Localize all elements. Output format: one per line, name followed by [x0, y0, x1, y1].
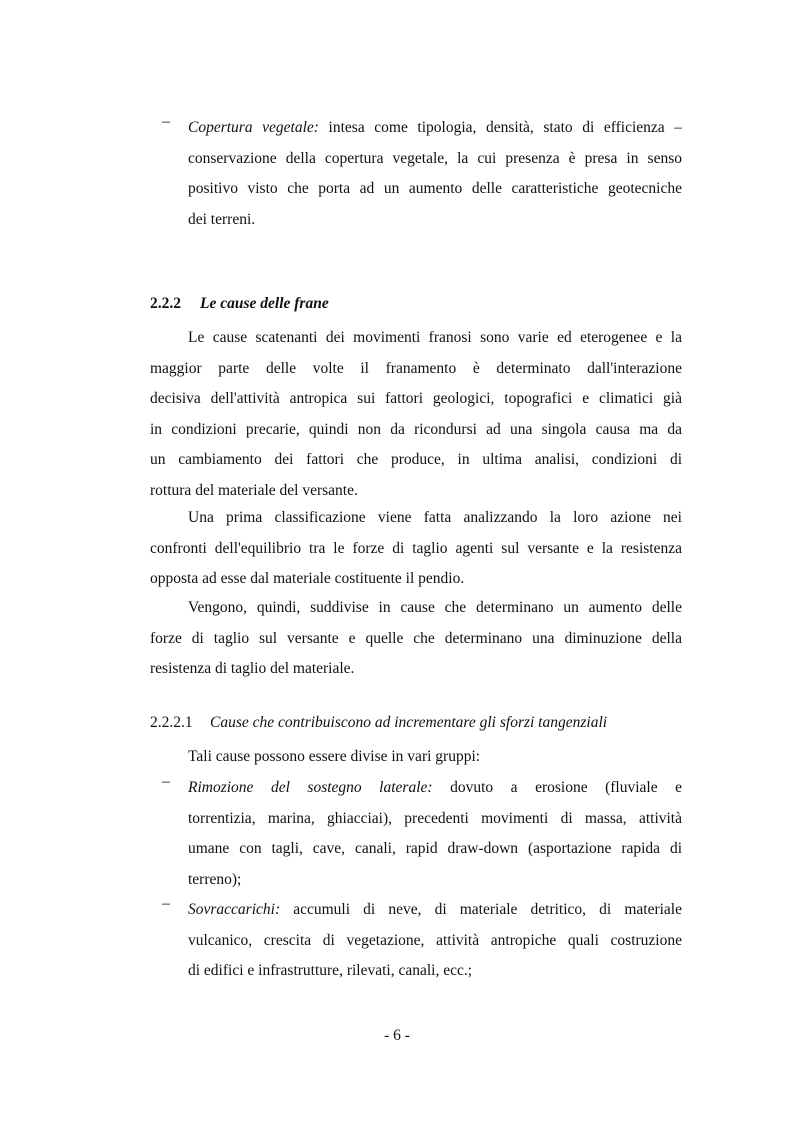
section-title: Le cause delle frane — [200, 295, 329, 312]
bullet-dash: – — [162, 113, 170, 130]
list-item-copertura-vegetale: – Copertura vegetale: intesa come tipologia, densità, stato di efficienza – conservazione della copertura vegetale, la cui presenza è presa in senso positivo visto che porta ad un aumento delle caratteristiche geotecniche dei terreni. — [162, 113, 682, 228]
section-number: 2.2.2 — [150, 295, 181, 312]
subsection-title: Cause che contribuiscono ad incrementare gli sforzi tangenziali — [210, 714, 608, 731]
paragraph-intro-gruppi: Tali cause possono essere divise in vari gruppi: — [188, 748, 481, 765]
term-sovraccarichi: Sovraccarichi: — [188, 901, 281, 918]
term-copertura-vegetale: Copertura vegetale: — [188, 119, 319, 136]
paragraph-suddivisione: Vengono, quindi, suddivise in cause che determinano un aumento delle forze di taglio sul versante e quelle che determinano una diminuzione della resistenza di taglio del materiale. — [150, 599, 682, 677]
bullet-dash: – — [162, 895, 170, 912]
paragraph-prima-classificazione: Una prima classificazione viene fatta analizzando la loro azione nei confronti dell'equilibrio tra le forze di taglio agenti sul versante e la resistenza opposta ad esse dal materiale costituente il pendio. — [150, 509, 682, 587]
subsection-number: 2.2.2.1 — [150, 714, 193, 731]
section-heading-2-2-2-1 — [150, 714, 607, 732]
bullet-dash: – — [162, 773, 170, 790]
page-number: - 6 - — [384, 1027, 410, 1044]
section-heading-2-2-2 — [150, 295, 329, 313]
list-item-rimozione-sostegno: – Rimozione del sostegno laterale: dovuto a erosione (fluviale e torrentizia, marina, ghiacciai), precedenti movimenti di massa, attività umane con tagli, cave, canali, rapid draw-down (asportazione rapida di terreno); — [162, 773, 682, 888]
term-rimozione: Rimozione del sostegno laterale: — [188, 779, 433, 796]
list-item-sovraccarichi: – Sovraccarichi: accumuli di neve, di materiale detritico, di materiale vulcanico, crescita di vegetazione, attività antropiche quali costruzione di edifici e infrastrutture, rilevati, canali, ecc.; — [162, 895, 682, 979]
paragraph-cause-scatenanti: Le cause scatenanti dei movimenti franosi sono varie ed eterogenee e la maggior parte delle volte il franamento è determinato dall'interazione decisiva dell'attività antropica sui fattori geologici, topografici e climatici già in condizioni precarie, quindi non da ricondursi ad una singola causa ma da un cambiamento dei fattori che produce, in ultima analisi, condizioni di rottura del materiale del versante. — [150, 329, 682, 499]
